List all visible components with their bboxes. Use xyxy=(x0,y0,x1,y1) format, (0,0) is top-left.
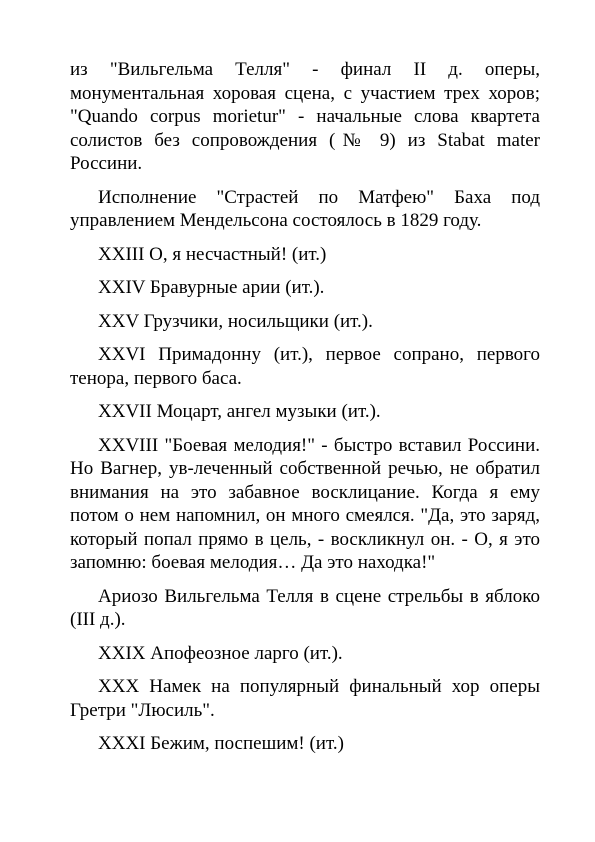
footnote-xxxi: XXXI Бежим, поспешим! (ит.) xyxy=(98,733,344,754)
footnote-xxviii: XXVIII "Боевая мелодия!" - быстро вставил Россини. Но Вагнер, ув-леченный собственной речью, не обратил внимания на это забавное восклицание. Когда я ему потом о нем напомнил, он много смеялся. "Да, это заряд, который попал прямо в цель, - воскликнул он. - О, я это запомню: боевая мелодия… Да это находка!" xyxy=(70,434,540,573)
paragraph-wilhelm-tell-finale: из "Вильгельма Телля" - финал II д. оперы, монументальная хоровая сцена, с участием трех хоров; "Quando corpus morietur" - начальные слова квартета солистов без сопровождения (№ 9) из Stabat mater Россини. xyxy=(70,59,540,174)
footnote-xxx: XXX Намек на популярный финальный хор оперы Гретри "Люсиль". xyxy=(70,676,540,721)
footnote-xxix: XXIX Апофеозное ларго (ит.). xyxy=(98,642,343,664)
paragraph-matthew-passion: Исполнение "Страстей по Матфею" Баха под управлением Мендельсона состоялось в 1829 году. xyxy=(70,186,540,231)
footnote-xxvii: XXVII Моцарт, ангел музыки (ит.). xyxy=(98,401,381,422)
footnote-xxiii: XXIII О, я несчастный! (ит.) xyxy=(98,243,327,265)
footnote-xxv: XXV Грузчики, носильщики (ит.). xyxy=(98,310,373,332)
paragraph-arioso: Ариозо Вильгельма Телля в сцене стрельбы в яблоко (III д.). xyxy=(70,585,540,630)
text-body xyxy=(70,58,540,766)
footnote-xxvi: XXVI Примадонну (ит.), первое сопрано, первого тенора, первого баса. xyxy=(70,344,540,389)
footnote-xxiv: XXIV Бравурные арии (ит.). xyxy=(98,277,325,298)
